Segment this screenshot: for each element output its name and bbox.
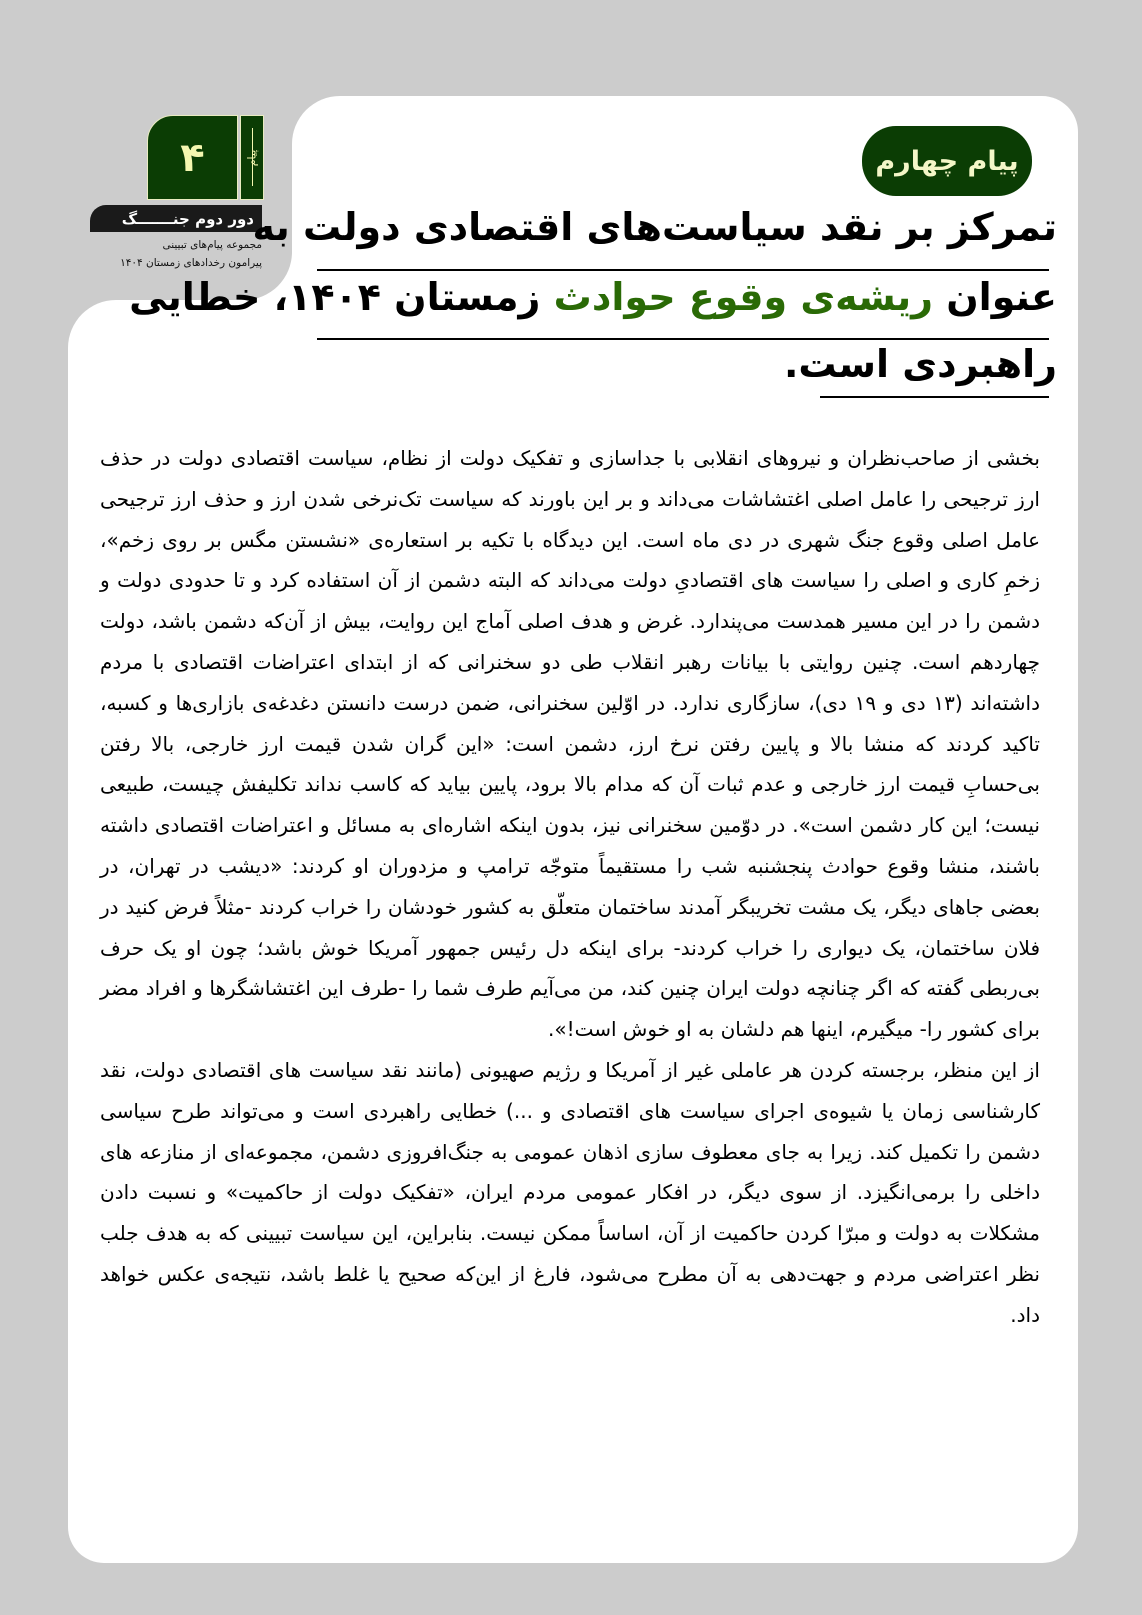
title-underline-1 bbox=[317, 269, 1049, 271]
logo-vertical-strip bbox=[240, 115, 264, 200]
message-number-logo bbox=[147, 115, 238, 200]
series-subtitle bbox=[90, 236, 262, 272]
article-body bbox=[100, 438, 1040, 1336]
title-line-2-pre: عنوان bbox=[933, 275, 1057, 319]
message-badge bbox=[862, 126, 1032, 196]
series-title: دور دوم جنـــــــگ bbox=[121, 209, 254, 228]
page-title-line-1: تمرکز بر نقد سیاست‌های اقتصادی دولت به bbox=[252, 205, 1057, 249]
title-highlight: ریشه‌ی وقوع حوادث bbox=[553, 275, 934, 319]
message-number: ۴ bbox=[180, 134, 205, 181]
title-underline-3 bbox=[820, 396, 1049, 398]
badge-label: پیام چهارم bbox=[875, 145, 1019, 177]
page-title-line-2 bbox=[129, 275, 1057, 319]
title-underline-2 bbox=[317, 338, 1049, 340]
series-subtitle-line-2: پیرامون رخدادهای زمستان ۱۴۰۴ bbox=[120, 257, 262, 269]
notch-curve-decoration bbox=[68, 300, 116, 348]
logo-vertical-label: پیام bbox=[245, 149, 259, 166]
notch-top-decoration bbox=[292, 96, 340, 144]
page-title-line-3: راهبردی است. bbox=[783, 342, 1057, 386]
body-paragraph-2: از این منظر، برجسته کردن هر عاملی غیر از آمریکا و رژیم صهیونی (مانند نقد سیاست های اقتصادی دولت، نقد کارشناسی زمان یا شیوه‌ی اجرای سیاست های اقتصادی و ...) خطایی راهبردی است و می‌تواند طرح سیاسی دشمن را تکمیل کند. زیرا به جای معطوف سازی اذهان عمومی به جنگ‌افروزی دشمن، مجموعه‌ای از منازعه های داخلی را برمی‌انگیزد. از سوی دیگر، در افکار عمومی مردم ایران، «تفکیک دولت از حاکمیت» و نسبت دادن مشکلات به دولت و مبرّا کردن حاکمیت از آن، اساساً ممکن نیست. بنابراین، این سیاست تبیینی که به هدف جلب نظر اعتراضی مردم و جهت‌دهی به آن مطرح می‌شود، فارغ از این‌که صحیح یا غلط باشد، نتیجه‌ی عکس خواهد داد. bbox=[100, 1057, 1040, 1327]
series-title-bar bbox=[90, 205, 262, 232]
series-subtitle-line-1: مجموعه پیام‌های تبیینی bbox=[162, 239, 262, 251]
title-line-2-post: زمستان ۱۴۰۴، خطایی bbox=[129, 275, 554, 319]
body-paragraph-1: بخشی از صاحب‌نظران و نیروهای انقلابی با جداسازی و تفکیک دولت از نظام، سیاست اقتصادی دولت در حذف ارز ترجیحی را عامل اصلی اغتشاشات می‌داند و بر این باورند که سیاست تک‌نرخی شدن ارز و حذف ارز ترجیحی عامل اصلی وقوع جنگ شهری در دی ماه است. این دیدگاه با تکیه بر استعاره‌ی «نشستن مگس بر روی زخم»، زخمِ کاری و اصلی را سیاست های اقتصادیِ دولت می‌داند که البته دشمن از آن استفاده کرد و تا حدودی دولت و دشمن را در این مسیر همدست می‌پندارد. غرض و هدف اصلی آماج این روایت، بیش از آن‌که دشمن باشد، دولت چهاردهم است. چنین روایتی با بیانات رهبر انقلاب طی دو سخنرانی که از ابتدای اعتراضات اقتصادی با مردم داشته‌اند (۱۳ دی و ۱۹ دی)، سازگاری ندارد. در اوّلین سخنرانی، ضمن درست دانستن دغدغه‌ی بازاری‌ها و کسبه، تاکید کردند که منشا بالا و پایین رفتن نرخ ارز، دشمن است: «این گران شدن قیمت ارز خارجی، بالا رفتن بی‌حسابِ قیمت ارز خارجی و عدم ثبات آن که مدام بالا برود، پایین بیاید که کاسب نداند تکلیفش چیست، طبیعی نیست؛ این کار دشمن است». در دوّمین سخنرانی نیز، بدون اینکه اشاره‌ای به مسائل و اعتراضات اقتصادی داشته باشند، منشا وقوع حوادث پنجشنبه شب را مستقیماً متوجّه ترامپ و مزدوران او کردند: «دیشب در تهران، در بعضی جاهای دیگر، یک مشت تخریبگر آمدند ساختمان متعلّق به کشور خودشان را خراب کردند -مثلاً فرض کنید در فلان ساختمان، یک دیواری را خراب کردند- برای اینکه دل رئیس جمهور آمریکا خوش باشد؛ چون او یک حرف بی‌ربطی گفته که اگر چنانچه دولت ایران چنین کند، من می‌آیم طرف شما را -طرف این اغتشاشگرها و افراد مضر برای کشور را- میگیرم، اینها هم دلشان به او خوش است!». bbox=[100, 446, 1040, 1042]
